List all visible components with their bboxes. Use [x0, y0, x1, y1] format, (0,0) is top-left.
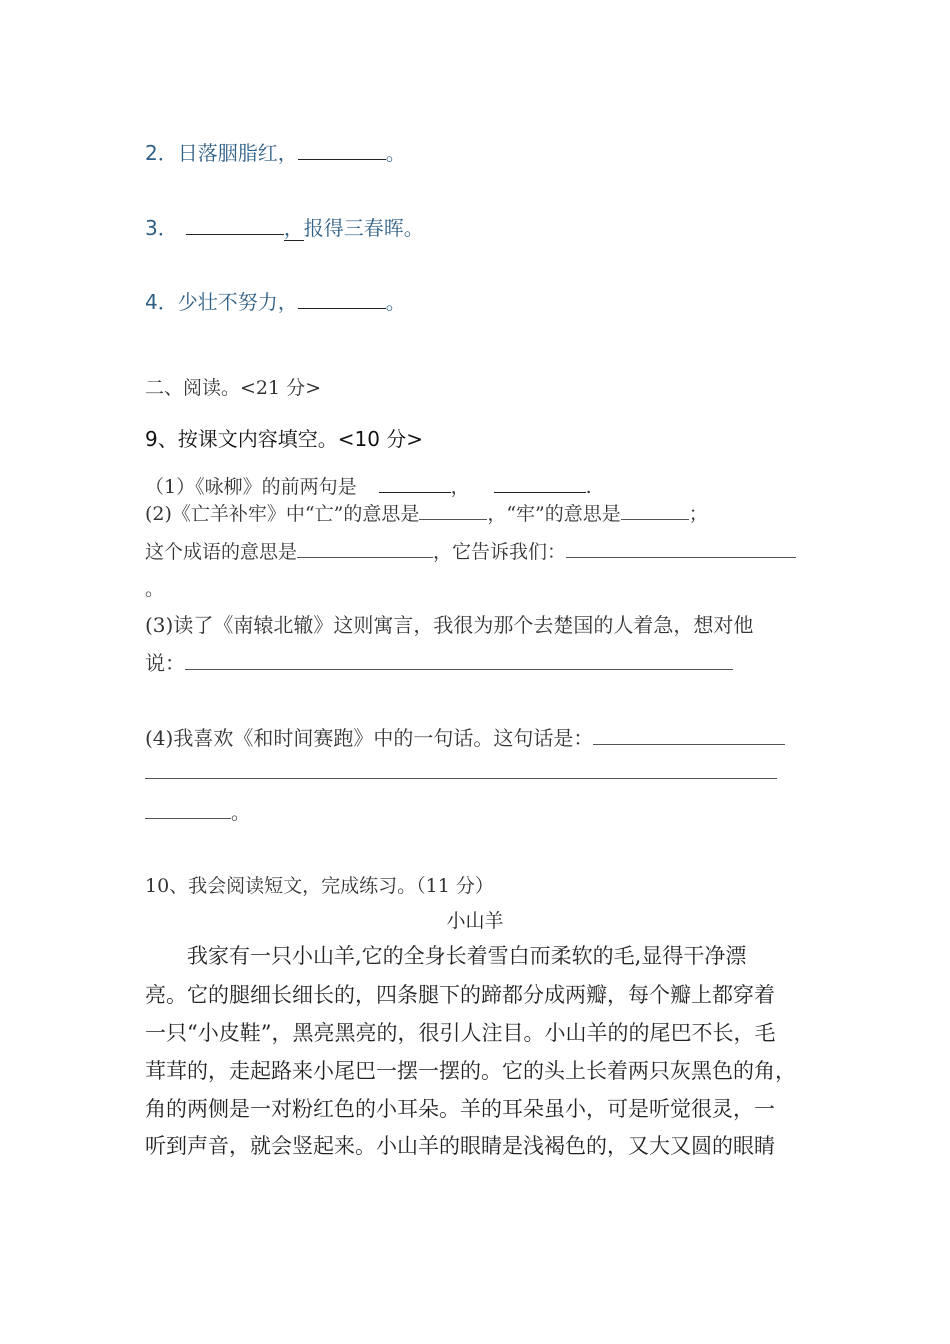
q9-item-3: (3)读了《南辕北辙》这则寓言，我很为那个去楚国的人着急，想对他 [145, 613, 754, 637]
fill-blank[interactable] [298, 288, 386, 309]
comma: ， [450, 476, 470, 498]
fill-blank[interactable] [494, 472, 586, 493]
fill-blank[interactable] [145, 760, 777, 779]
period: 。 [231, 802, 251, 824]
poem-text: 日落胭脂红， [177, 141, 298, 165]
section-heading: 二、阅读。<21 分> [145, 377, 322, 399]
passage-line: 听到声音，就会竖起来。小山羊的眼睛是浅褐色的，又大又圆的眼睛 [145, 1134, 775, 1158]
fill-blank[interactable] [186, 214, 284, 235]
poem-number: 2． [145, 141, 178, 165]
fill-blank[interactable] [185, 651, 733, 670]
item-text: ，它告诉我们： [433, 541, 567, 563]
poem-line-3 [145, 212, 424, 241]
period: . [585, 476, 592, 498]
poem-separator: ， [283, 216, 304, 240]
fill-blank[interactable] [621, 501, 689, 520]
fill-blank[interactable] [419, 501, 487, 520]
passage-line: 茸茸的，走起路来小尾巴一摆一摆的。它的头上长着两只灰黑色的角， [145, 1059, 796, 1083]
q9-item-1 [145, 472, 592, 499]
fill-blank[interactable] [298, 139, 386, 160]
question-9-heading: 9、按课文内容填空。<10 分> [145, 427, 424, 451]
poem-text: 报得三春晖。 [303, 216, 424, 240]
poem-line-4 [145, 286, 406, 315]
q9-item-3-continued [145, 647, 733, 676]
fill-blank[interactable] [593, 726, 785, 745]
fill-blank[interactable] [297, 539, 433, 558]
item-text: (4)我喜欢《和时间赛跑》中的一句话。这句话是： [145, 726, 594, 750]
poem-number: 4． [145, 290, 178, 314]
q9-item-2-continued [145, 537, 796, 564]
passage-title: 小山羊 [446, 910, 504, 932]
fill-blank[interactable] [379, 472, 451, 493]
passage-line: 一只“小皮鞋”，黑亮黑亮的，很引人注目。小山羊的的尾巴不长，毛 [145, 1021, 776, 1045]
q9-item-4 [145, 722, 785, 751]
semicolon: ； [688, 503, 708, 525]
fill-blank[interactable] [566, 539, 796, 558]
passage-line: 亮。它的腿细长细长的，四条腿下的蹄都分成两瓣，每个瓣上都穿着 [145, 983, 775, 1007]
poem-number: 3． [145, 216, 178, 240]
q9-item-2 [145, 499, 708, 526]
poem-end: 。 [385, 290, 406, 314]
item-text: (2)《亡羊补牢》中“亡”的意思是 [145, 503, 420, 525]
poem-end: 。 [385, 141, 406, 165]
fill-blank[interactable] [145, 800, 231, 819]
poem-line-2 [145, 137, 406, 166]
q9-item-2-end: 。 [145, 578, 165, 600]
item-text: 这个成语的意思是 [145, 541, 298, 563]
passage-line: 我家有一只小山羊,它的全身长着雪白而柔软的毛,显得干净漂 [187, 944, 747, 968]
poem-text: 少壮不努力， [177, 290, 298, 314]
question-10-heading: 10、我会阅读短文，完成练习。（11 分） [145, 875, 494, 897]
item-text: ，“牢”的意思是 [487, 503, 621, 525]
q9-item-4-end [145, 798, 250, 825]
item-text: （1）《咏柳》的前两句是 [145, 476, 357, 498]
item-text: 说： [145, 651, 185, 675]
passage-line: 角的两侧是一对粉红色的小耳朵。羊的耳朵虽小，可是听觉很灵，一 [145, 1097, 775, 1121]
q9-item-4-line [145, 760, 777, 783]
